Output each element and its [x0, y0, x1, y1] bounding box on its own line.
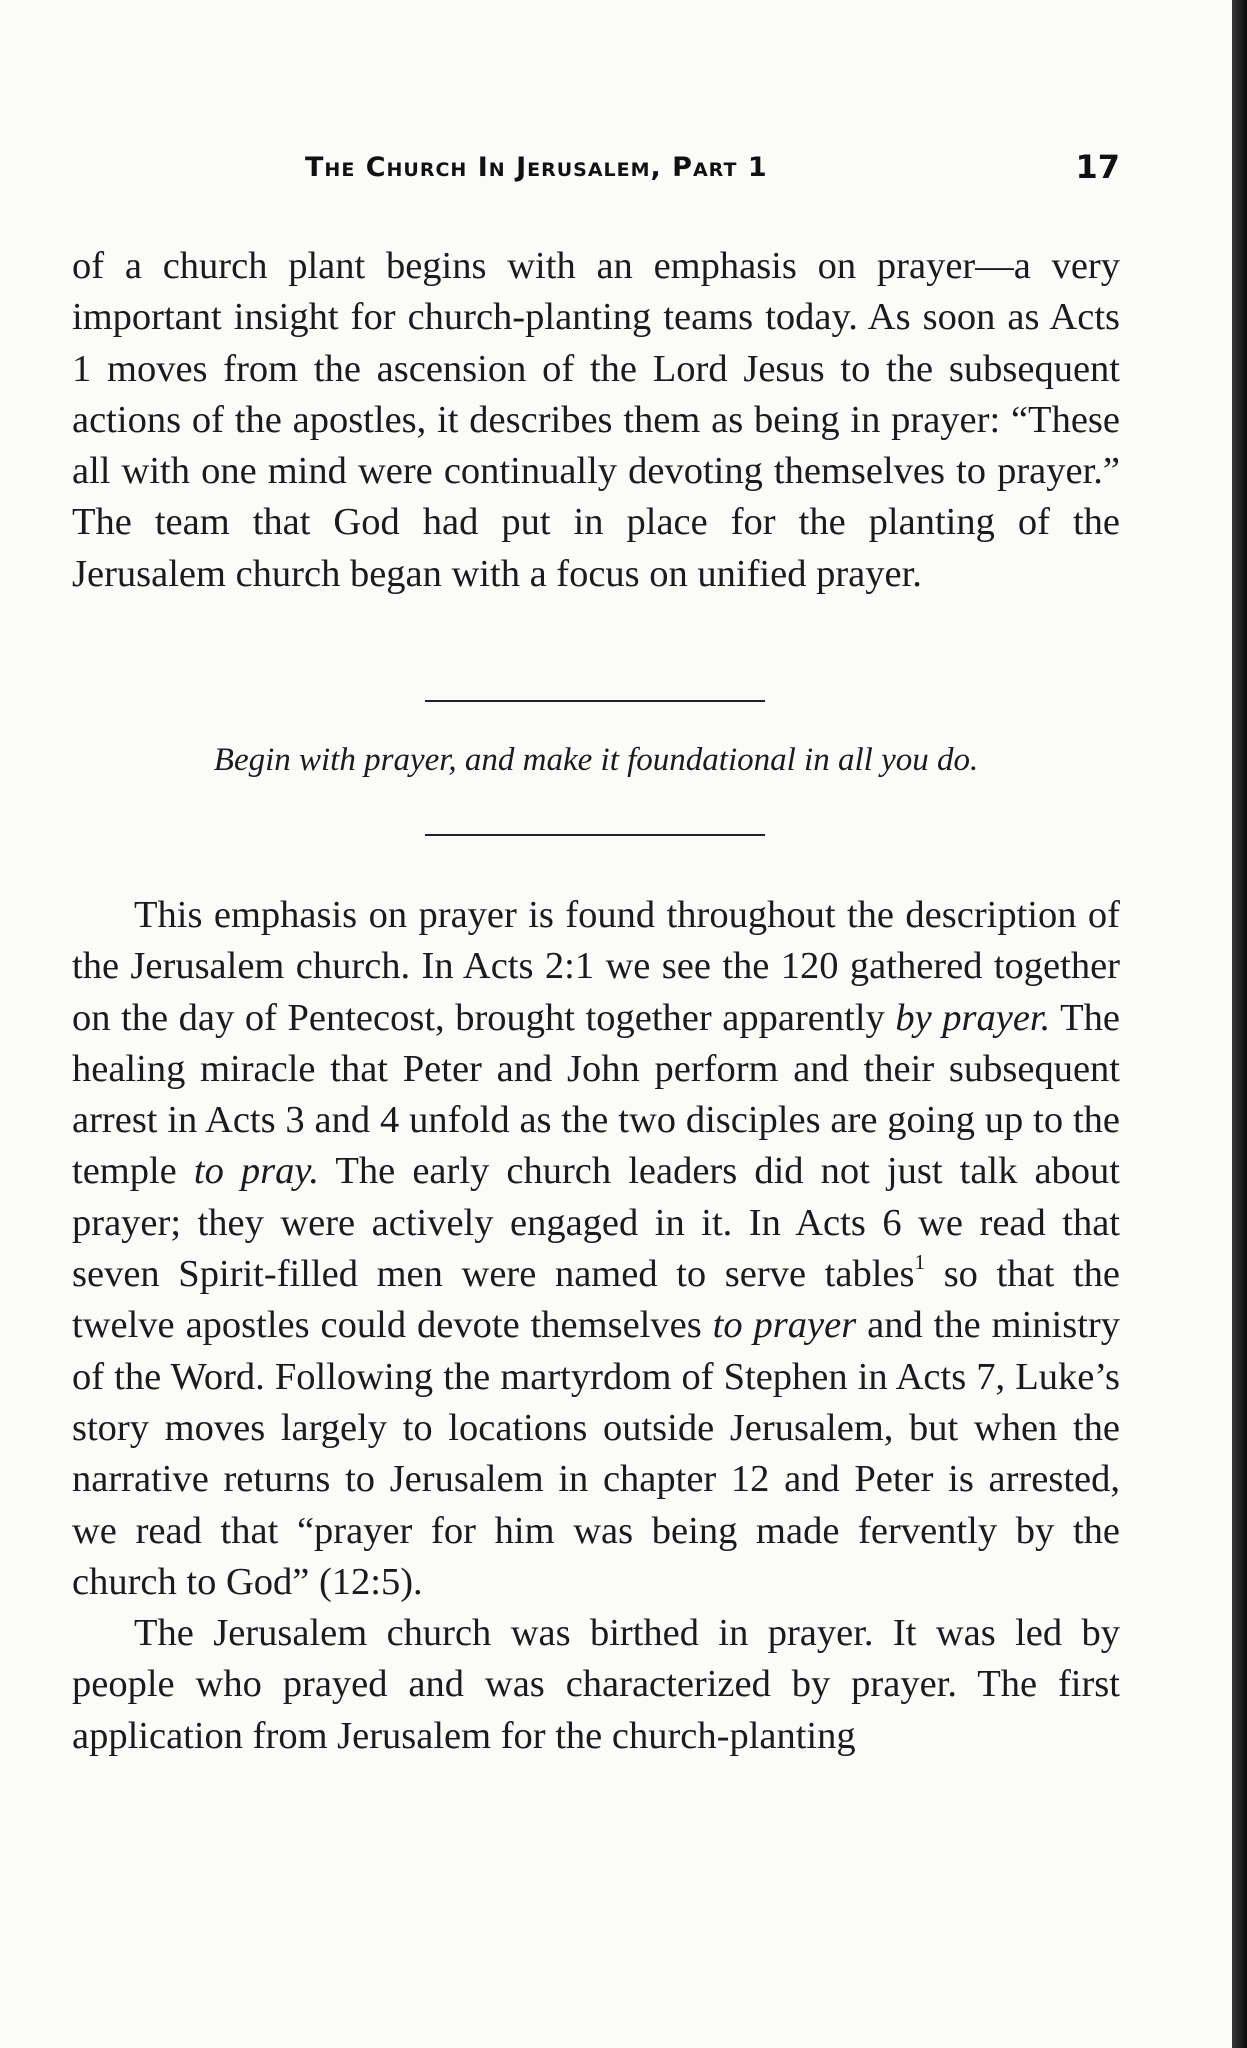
italic-run: to prayer [712, 1304, 857, 1347]
running-head: The Church In Jerusalem, Part 1 [305, 152, 768, 183]
text-run: The early church leaders did not just talk about prayer; they were actively engaged in it. In Acts 6 we read that seven Spirit-filled men were named to serve tables [72, 1150, 1120, 1296]
paragraph-continued: of a church plant begins with an emphasis on prayer—a very important insight for church-planting teams today. As soon as Acts 1 moves from the ascension of the Lord Jesus to the subsequent actions of the apostles, it describes them as being in prayer: “These all with one mind were continually devoting themselves to prayer.” The team that God had put in place for the planting of the Jerusalem church began with a focus on unified prayer. [72, 245, 1120, 595]
italic-run: to pray. [193, 1150, 319, 1193]
text-run: This emphasis on prayer is found throughout the description of the Jerusalem church. In Acts 2:1 we see the 120 gathered together on the day of Pentecost, brought together apparently [72, 894, 1120, 1039]
text-run: so that the twelve apostles could devote themselves [72, 1253, 1120, 1347]
paragraph-prayer-emphasis [72, 890, 1120, 1608]
page-header [72, 148, 1120, 192]
italic-run: by prayer. [895, 996, 1051, 1039]
text-run: The healing miracle that Peter and John perform and their subsequent arrest in Acts 3 and 4 unfold as the two disciples are going up to the temple [72, 996, 1120, 1193]
text-run: and the ministry of the Word. Following the martyrdom of Stephen in Acts 7, Luke’s story moves largely to locations outside Jerusalem, but when the narrative returns to Jerusalem in chapter 12 and Peter is arrested, we read that “prayer for him was being made fervently by the church to God” (12:5). [72, 1304, 1120, 1603]
page-edge-shadow [1232, 0, 1247, 2048]
pullquote-rule-bottom [425, 834, 765, 836]
paragraph-birthed-in-prayer: The Jerusalem church was birthed in prayer. It was led by people who prayed and was characterized by prayer. The first application from Jerusalem for the church-planting [72, 1612, 1120, 1757]
page-number: 17 [1075, 148, 1120, 186]
body-text-top [72, 241, 1120, 600]
pullquote-rule-top [425, 700, 765, 702]
body-text-bottom [72, 890, 1120, 1762]
pullquote: Begin with prayer, and make it foundational in all you do. [213, 742, 979, 778]
footnote-marker: 1 [914, 1250, 926, 1275]
